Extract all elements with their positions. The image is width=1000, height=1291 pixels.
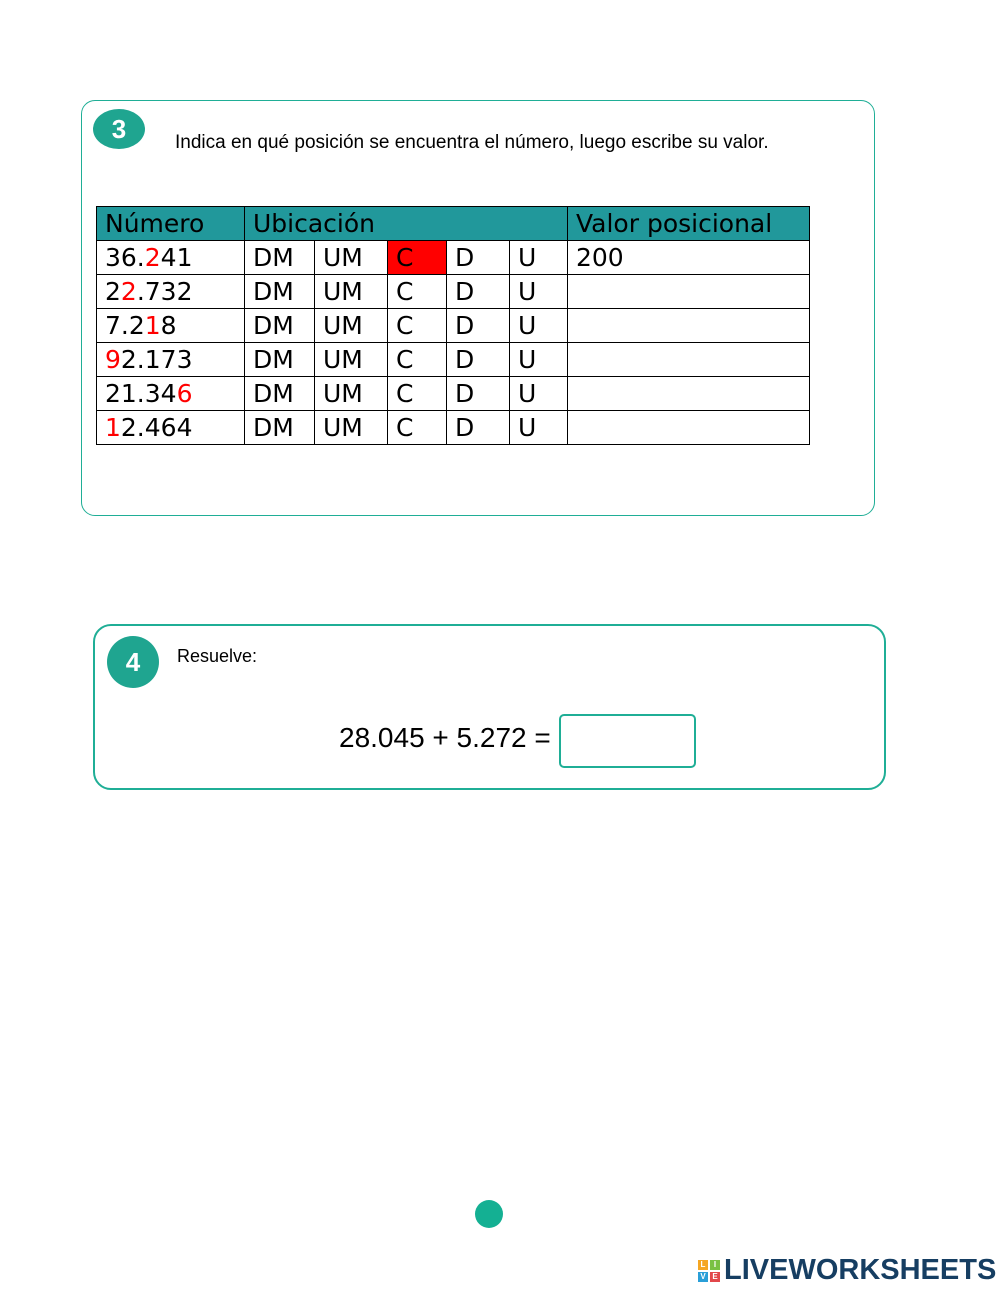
place-option-c[interactable]: C [388, 275, 447, 309]
table-row [97, 309, 810, 343]
place-option-c[interactable]: C [388, 343, 447, 377]
exercise-3-instruction: Indica en qué posición se encuentra el número, luego escribe su valor. [175, 132, 769, 153]
logo-tile: V [698, 1272, 708, 1282]
highlighted-digit: 1 [144, 311, 161, 340]
answer-input[interactable] [559, 714, 696, 768]
exercise-number-badge: 4 [107, 636, 159, 688]
header-valor-posicional: Valor posicional [568, 207, 810, 241]
place-option-u[interactable]: U [510, 343, 568, 377]
number-suffix: .732 [136, 277, 193, 306]
number-cell [97, 411, 245, 445]
place-option-c[interactable]: C [388, 309, 447, 343]
logo-tile: E [710, 1272, 720, 1282]
number-suffix: 2.173 [120, 345, 193, 374]
place-option-d[interactable]: D [447, 241, 510, 275]
table-body [97, 241, 810, 445]
number-prefix: 7.2 [105, 311, 145, 340]
number-cell [97, 377, 245, 411]
brand-name: LIVEWORKSHEETS [724, 1254, 997, 1286]
number-prefix: 2 [105, 277, 121, 306]
page-indicator-dot [475, 1200, 503, 1228]
place-option-dm[interactable]: DM [245, 309, 315, 343]
number-suffix: 8 [160, 311, 177, 340]
table-header-row [97, 207, 810, 241]
place-option-d[interactable]: D [447, 309, 510, 343]
logo-tile: L [698, 1260, 708, 1270]
number-prefix: 21.34 [105, 379, 177, 408]
addition-equation: 28.045 + 5.272 = [339, 722, 551, 753]
logo-tile: I [710, 1260, 720, 1270]
place-option-c[interactable]: C [388, 241, 447, 275]
highlighted-digit: 2 [144, 243, 161, 272]
place-option-dm[interactable]: DM [245, 343, 315, 377]
place-value-answer[interactable] [568, 275, 810, 309]
place-option-d[interactable]: D [447, 377, 510, 411]
exercise-3-card [81, 100, 875, 516]
highlighted-digit: 6 [176, 379, 193, 408]
highlighted-digit: 2 [120, 277, 137, 306]
place-option-um[interactable]: UM [315, 377, 388, 411]
place-value-table [96, 206, 810, 445]
number-suffix: 41 [160, 243, 193, 272]
place-option-dm[interactable]: DM [245, 411, 315, 445]
place-value-answer[interactable]: 200 [568, 241, 810, 275]
place-value-answer[interactable] [568, 411, 810, 445]
number-suffix: 2.464 [120, 413, 193, 442]
number-prefix: 36. [105, 243, 145, 272]
place-option-d[interactable]: D [447, 411, 510, 445]
place-option-u[interactable]: U [510, 309, 568, 343]
table-row [97, 411, 810, 445]
place-option-um[interactable]: UM [315, 309, 388, 343]
highlighted-digit: 9 [105, 345, 121, 374]
place-option-u[interactable]: U [510, 275, 568, 309]
liveworksheets-logo-icon [698, 1260, 720, 1282]
place-option-c[interactable]: C [388, 377, 447, 411]
place-option-dm[interactable]: DM [245, 275, 315, 309]
place-option-um[interactable]: UM [315, 275, 388, 309]
place-option-u[interactable]: U [510, 377, 568, 411]
exercise-4-instruction: Resuelve: [177, 646, 258, 666]
number-cell [97, 309, 245, 343]
table-row [97, 343, 810, 377]
number-cell [97, 275, 245, 309]
place-option-dm[interactable]: DM [245, 241, 315, 275]
place-option-d[interactable]: D [447, 275, 510, 309]
liveworksheets-logo [698, 1254, 996, 1287]
header-numero: Número [97, 207, 245, 241]
highlighted-digit: 1 [105, 413, 121, 442]
place-value-answer[interactable] [568, 309, 810, 343]
number-cell [97, 241, 245, 275]
place-option-dm[interactable]: DM [245, 377, 315, 411]
place-option-um[interactable]: UM [315, 241, 388, 275]
table-row [97, 377, 810, 411]
exercise-4-card [93, 624, 886, 790]
table-row [97, 241, 810, 275]
exercise-number-badge: 3 [93, 109, 145, 149]
place-option-c[interactable]: C [388, 411, 447, 445]
table-row [97, 275, 810, 309]
place-option-um[interactable]: UM [315, 411, 388, 445]
place-option-um[interactable]: UM [315, 343, 388, 377]
number-cell [97, 343, 245, 377]
header-ubicacion: Ubicación [245, 207, 568, 241]
place-value-answer[interactable] [568, 343, 810, 377]
place-option-u[interactable]: U [510, 241, 568, 275]
place-value-answer[interactable] [568, 377, 810, 411]
place-option-u[interactable]: U [510, 411, 568, 445]
place-option-d[interactable]: D [447, 343, 510, 377]
